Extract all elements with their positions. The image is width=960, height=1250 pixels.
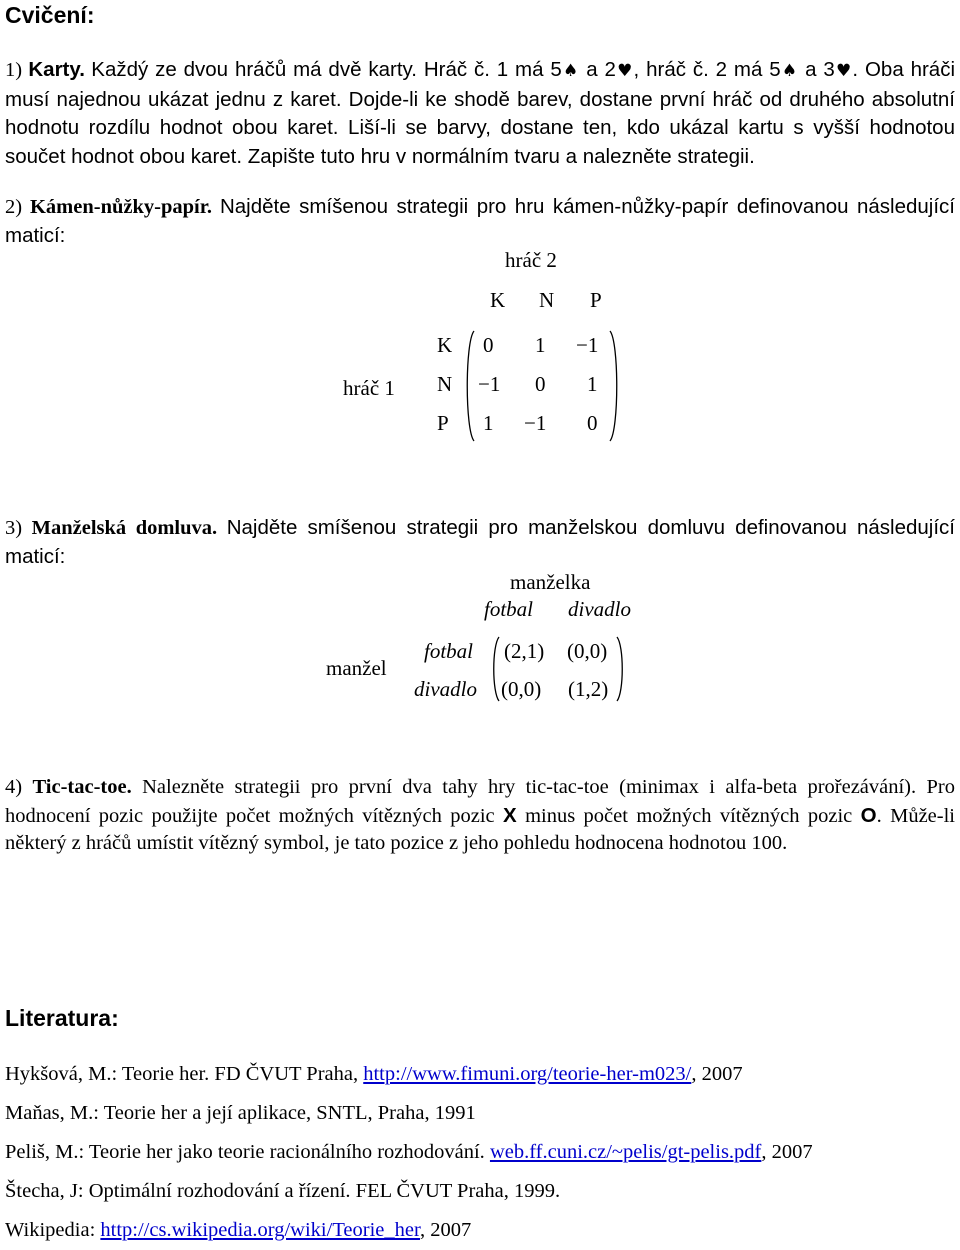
exercise-1-text-b: a 2 [579, 58, 616, 81]
reference-suffix: , 2007 [420, 1219, 472, 1241]
matrix-cell: (0,0) [567, 639, 608, 663]
matrix-column-player: manželka [510, 570, 591, 594]
exercise-2-number: 2) [5, 196, 23, 218]
matrix-cell: 1 [587, 372, 598, 396]
heading-literature: Literatura: [5, 1005, 119, 1031]
exercise-2 [5, 193, 955, 250]
matrix-cell: 1 [535, 333, 546, 357]
reference-item [5, 1063, 743, 1086]
matrix-column-player: hráč 2 [505, 248, 557, 272]
matrix-cell: 0 [483, 333, 494, 357]
reference-text: Maňas, M.: Teorie her a její aplikace, SNTL, Praha, 1991 [5, 1102, 476, 1124]
symbol-o: O [860, 803, 877, 827]
matrix-cell: (1,2) [568, 677, 609, 701]
matrix-cell: 1 [483, 411, 494, 435]
matrix-col-header: K [490, 288, 506, 312]
exercise-4-text-c: . Může-li některý z hráčů umístit vítězný symbol, je tato pozice z jeho pohledu hodnocena hodnotou 100. [5, 804, 955, 854]
matrix-right-bracket [615, 636, 627, 702]
matrix-cell: −1 [576, 333, 599, 357]
matrix-row-header: divadlo [414, 677, 477, 701]
reference-item [5, 1180, 560, 1203]
exercise-4-number: 4) [5, 776, 23, 798]
matrix-row-player: hráč 1 [343, 376, 395, 400]
exercise-1-text-e: . Oba hráči musí najednou ukázat jednu z karet. Dojde-li ke shodě barev, dostane první hráč od druhého absolutní hodnotu rozdílu hodnot obou karet. Liší-li se barvy, dostane ten, kdo ukázal kartu s vyšší hodnotou součet hodnot obou karet. Zapište tuto hru v normálním tvaru a nalezněte strategii. [5, 58, 956, 168]
matrix-cell: (0,0) [501, 677, 542, 701]
reference-item [5, 1219, 471, 1242]
matrix-col-header: fotbal [484, 597, 534, 621]
spade-icon: ♠ [561, 61, 580, 81]
matrix-col-header: P [590, 288, 602, 312]
matrix-row-header: K [437, 333, 453, 357]
reference-suffix: , 2007 [761, 1141, 813, 1163]
matrix-left-bracket [462, 330, 476, 442]
matrix-cell: 0 [535, 372, 546, 396]
exercise-3-title: Manželská domluva. [31, 517, 218, 539]
heading-exercises: Cvičení: [5, 2, 95, 28]
matrix-cell: (2,1) [504, 639, 545, 663]
reference-item [5, 1141, 813, 1164]
exercise-1-text-d: a 3 [798, 58, 835, 81]
reference-link[interactable]: http://cs.wikipedia.org/wiki/Teorie_her [100, 1219, 420, 1241]
matrix-row-header: N [437, 372, 453, 396]
exercise-4-text-a: Nalezněte strategii pro první dva tahy hry tic-tac-toe (minimax i alfa-beta prořezávání). Pro hodnocení pozic použijte počet možných vítězných pozic [5, 776, 956, 827]
reference-text: Hykšová, M.: Teorie her. FD ČVUT Praha, [5, 1063, 364, 1085]
exercise-3-text: Najděte smíšenou strategii pro manželskou domluvu definovanou následující maticí: [5, 516, 955, 568]
matrix-col-header: divadlo [568, 597, 631, 621]
exercise-3 [5, 514, 955, 571]
spade-icon: ♠ [780, 61, 799, 81]
heart-icon: ♥ [615, 61, 634, 81]
exercise-2-text: Najděte smíšenou strategii pro hru kámen-nůžky-papír definovanou následující maticí: [5, 195, 956, 247]
matrix-cell: −1 [478, 372, 501, 396]
reference-text: Peliš, M.: Teorie her jako teorie racionálního rozhodování. [5, 1141, 490, 1163]
exercise-1 [5, 56, 955, 171]
matrix-row-header: P [437, 411, 449, 435]
matrix-row-player: manžel [326, 656, 387, 680]
reference-text: Štecha, J: Optimální rozhodování a řízení. FEL ČVUT Praha, 1999. [5, 1180, 561, 1202]
reference-suffix: , 2007 [691, 1063, 743, 1085]
matrix-right-bracket [608, 330, 622, 442]
matrix-cell: 0 [587, 411, 598, 435]
exercise-3-number: 3) [5, 517, 23, 539]
heart-icon: ♥ [834, 61, 853, 81]
reference-link[interactable]: web.ff.cuni.cz/~pelis/gt-pelis.pdf [489, 1141, 762, 1163]
exercise-1-title: Karty. [28, 58, 85, 81]
exercise-4-text-b: minus počet možných vítězných pozic [516, 804, 861, 827]
reference-text: Wikipedia: [5, 1219, 101, 1241]
matrix-col-header: N [539, 288, 555, 312]
reference-item [5, 1102, 476, 1125]
symbol-x: X [503, 803, 517, 827]
matrix-cell: −1 [524, 411, 547, 435]
reference-link[interactable]: http://www.fimuni.org/teorie-her-m023/ [363, 1063, 692, 1085]
exercise-1-number: 1) [5, 59, 23, 81]
exercise-1-text-a: Každý ze dvou hráčů má dvě karty. Hráč č. 1 má 5 [91, 58, 562, 81]
matrix-left-bracket [489, 636, 501, 702]
exercise-4-title: Tic-tac-toe. [32, 776, 132, 798]
exercise-2-title: Kámen-nůžky-papír. [29, 196, 213, 218]
matrix-row-header: fotbal [424, 639, 474, 663]
exercise-4 [5, 774, 955, 858]
exercise-1-text-c: , hráč č. 2 má 5 [633, 58, 781, 81]
